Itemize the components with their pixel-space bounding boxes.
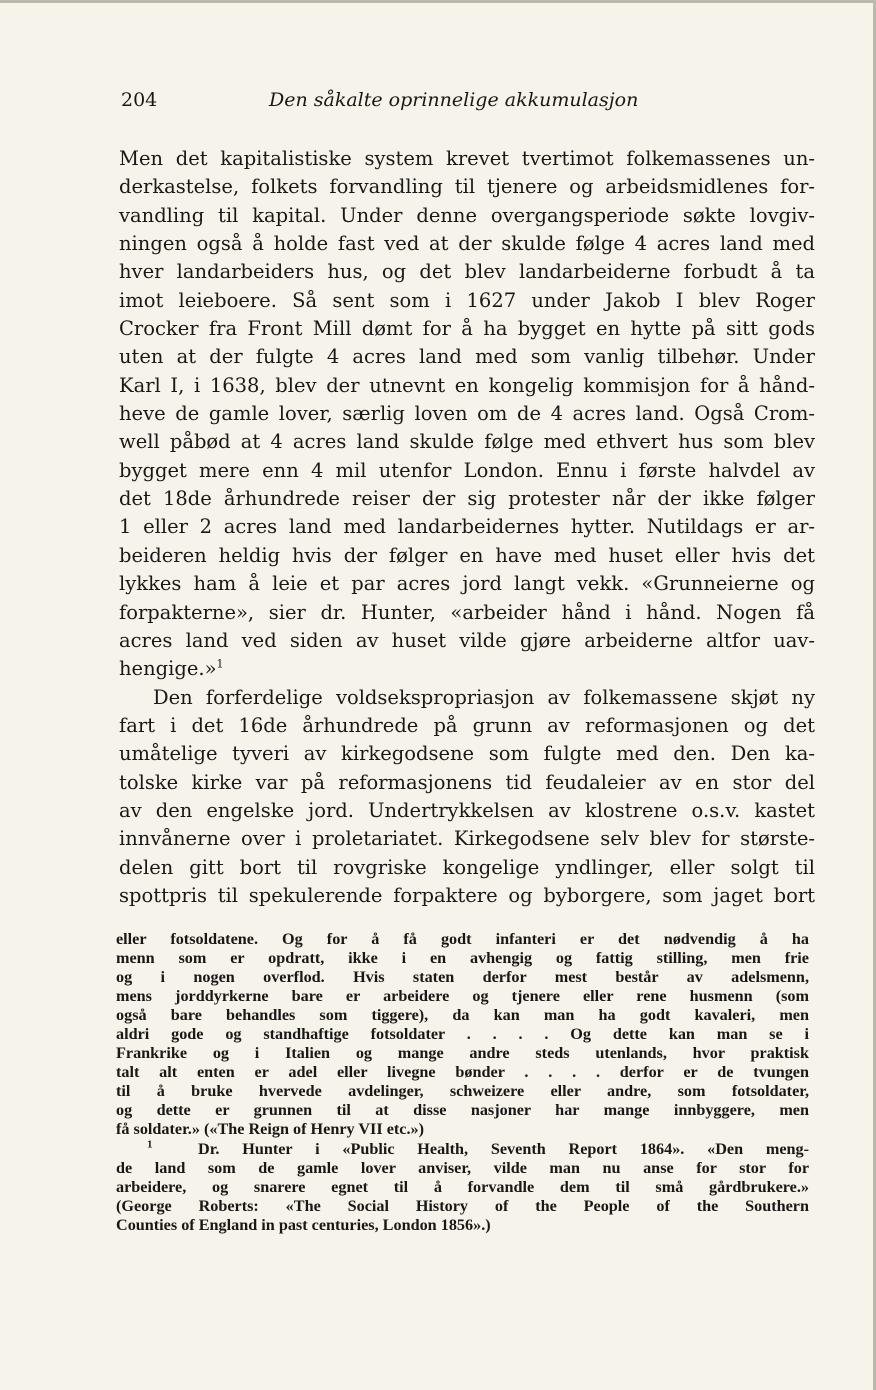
body-line: det 18de århundrede reiser der sig protester når der ikke følger — [119, 487, 815, 511]
body-line: lykkes ham å leie et par acres jord langt vekk. «Grunneierne og — [119, 572, 815, 596]
page-header — [119, 89, 814, 119]
body-line: ningen også å holde fast ved at der skulde følge 4 acres land med — [119, 232, 815, 256]
body-line-paragraph-end — [119, 655, 815, 683]
body-line: hver landarbeiders hus, og det blev landarbeiderne forbudt å ta — [119, 260, 815, 284]
body-line: vandling til kapital. Under denne overgangsperiode søkte lovgiv- — [119, 203, 815, 227]
body-line: Men det kapitalistiske system krevet tvertimot folkemassenes un- — [119, 147, 815, 170]
body-line: bygget mere enn 4 mil utenfor London. Ennu i første halvdel av — [119, 458, 815, 482]
footnote-line: Counties of England in past centuries, London 1856».) — [116, 1215, 491, 1234]
footnote-line: og dette er grunnen til at disse nasjoner har mange innbyggere, men — [116, 1101, 809, 1120]
body-line-text: hengige.» — [119, 657, 217, 681]
body-text — [119, 145, 815, 910]
footnotes — [116, 930, 809, 1235]
footnote-line: eller fotsoldatene. Og for å få godt infanteri er det nødvendig å ha — [116, 930, 809, 948]
footnote-line-text: Dr. Hunter i «Public Health, Seventh Report 1864». «Den meng- — [198, 1139, 809, 1158]
body-line: Crocker fra Front Mill dømt for å ha bygget en hytte på sitt gods — [119, 317, 815, 341]
footnote-line: til å bruke hvervede avdelinger, schweizere eller andre, som fotsoldater, — [116, 1082, 809, 1101]
body-line: delen gitt bort til rovgriske kongelige yndlinger, eller solgt til — [119, 855, 815, 879]
body-line: derkastelse, folkets forvandling til tjenere og arbeidsmidlenes for- — [119, 175, 815, 199]
footnote-line: talt alt enten er adel eller livegne bønder . . . . derfor er de tvungen — [116, 1063, 809, 1082]
body-line: well påbød at 4 acres land skulde følge med ethvert hus som blev — [119, 430, 815, 454]
body-line: umåtelige tyveri av kirkegodsene som fulgte med den. Den ka- — [119, 742, 815, 766]
footnote-line: få soldater.» («The Reign of Henry VII etc.») — [116, 1120, 424, 1139]
running-title: Den såkalte oprinnelige akkumulasjon — [269, 89, 639, 111]
body-line: innvånerne over i proletariatet. Kirkegodsene selv blev for største- — [119, 827, 815, 851]
footnote-line: også bare behandles som tiggere), da kan man ha godt kavaleri, men — [116, 1006, 809, 1025]
body-line: imot leieboere. Så sent som i 1627 under Jakob I blev Roger — [119, 288, 815, 312]
footnote-line: aldri gode og standhaftige fotsoldater . . . . Og dette kan man se i — [116, 1025, 809, 1044]
body-line: forpakterne», sier dr. Hunter, «arbeider hånd i hånd. Nogen få — [119, 600, 815, 624]
footnote-marker: 1 — [147, 1138, 153, 1151]
footnote-line: de land som de gamle lover anviser, vilde man nu anse for stor for — [116, 1158, 809, 1177]
footnote-line: mens jorddyrkerne bare er arbeidere og tjenere eller rene husmenn (som — [116, 987, 809, 1006]
page-number: 204 — [121, 89, 158, 111]
body-line: fart i det 16de århundrede på grunn av reformasjonen og det — [119, 713, 815, 737]
footnote-line: arbeidere, og snarere egnet til å forvandle dem til små gårdbrukere.» — [116, 1177, 809, 1196]
body-line: av den engelske jord. Undertrykkelsen av klostrene o.s.v. kastet — [119, 798, 815, 822]
body-line: Karl I, i 1638, blev der utnevnt en kongelig kommisjon for å hånd- — [119, 373, 815, 397]
body-line: heve de gamle lover, særlig loven om de 4 acres land. Også Crom- — [119, 402, 815, 426]
body-line: tolske kirke var på reformasjonens tid feudaleier av en stor del — [119, 770, 815, 794]
body-line: beideren heldig hvis der følger en have med huset eller hvis det — [119, 543, 815, 567]
footnote-line: Frankrike og i Italien og mange andre steds utenlands, hvor praktisk — [116, 1044, 809, 1063]
body-line: uten at der fulgte 4 acres land med som vanlig tilbehør. Under — [119, 345, 815, 369]
body-line: acres land ved siden av huset vilde gjøre arbeiderne altfor uav- — [119, 628, 815, 652]
body-line: 1 eller 2 acres land med landarbeidernes hytter. Nutildags er ar- — [119, 515, 815, 539]
footnote-1-start — [116, 1140, 809, 1159]
body-line: spottpris til spekulerende forpaktere og byborgere, som jaget bort — [119, 883, 815, 907]
footnote-reference: 1 — [216, 657, 224, 671]
footnote-line: menn som er opdratt, ikke i en avhengig og fattig stilling, men frie — [116, 949, 809, 968]
footnote-line: og i nogen overflod. Hvis staten derfor mest består av adelsmenn, — [116, 968, 809, 987]
footnote-line: (George Roberts: «The Social History of the People of the Southern — [116, 1196, 809, 1215]
body-line-paragraph-start: Den forferdelige voldsekspropriasjon av folkemassene skjøt ny — [153, 685, 815, 709]
